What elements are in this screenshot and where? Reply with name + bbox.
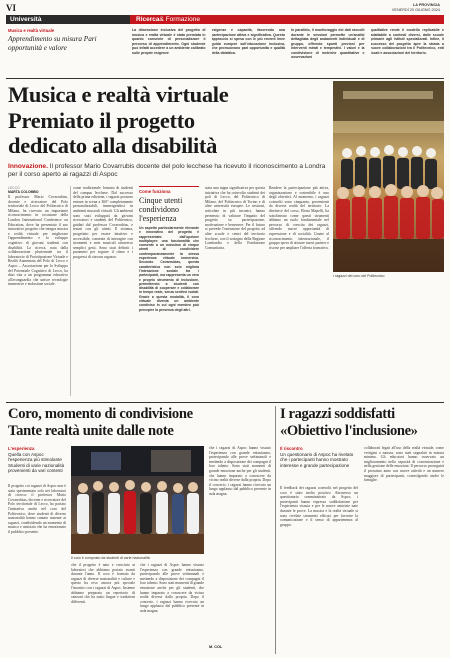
rule-middle bbox=[6, 402, 444, 403]
main-headline-line1: Musica e realtà virtuale bbox=[8, 82, 229, 107]
main-lead bbox=[8, 163, 328, 180]
box-kicker: Come funziona bbox=[139, 189, 171, 194]
performance-photo bbox=[71, 446, 204, 554]
choir-photo-art bbox=[333, 81, 444, 272]
sidebar-kicker: Musica e realtà virtuale bbox=[8, 28, 55, 33]
bottom-right-sub bbox=[280, 446, 358, 468]
bottom-right-sub-kicker: Il riscontro bbox=[280, 446, 303, 451]
page-date: VENERDÌ 20 GIUGNO 2024 bbox=[391, 7, 440, 12]
main-headline bbox=[8, 82, 328, 159]
section-tab-universita bbox=[6, 15, 130, 24]
column-divider bbox=[70, 186, 71, 396]
main-column-3: stata una tappa significativa per questa iniziativa che ha coinvolto studenti dei poli di Lecco, del Politecnico di Milano, del Politecnico di Torino e di altre università europee. Le sessioni, articolate in più incontri, hanno permesso di valutare l'impatto del progetto su partecipazione, motivazione e benessere. Per il futuro si prevede l'estensione del progetto ad altre scuole e centri del territorio lecchese, con il sostegno della Regione Lombardia e della Fondazione Comunitaria. bbox=[205, 186, 265, 250]
main-headline-line2: Premiato il progetto bbox=[8, 107, 195, 133]
bottom-right-headline-line1: I ragazzi soddisfatti bbox=[280, 406, 395, 422]
main-headline-line3: dedicato alla disabilità bbox=[8, 133, 218, 158]
box-text: Un aspetto particolarmente rilevante e innovativo del progetto è rappresentato dall'opzione multiplayer: una funzionalità che consente a un massimo di cinque utenti di condividere contemporaneamente la stessa esperienza virtuale immersiva. Secondo Covarrubias, questa caratteristica non solo migliora l'interazione sociale tra i partecipanti, ma rappresenta un vero e proprio strumento di inclusione, permettendo a studenti con disabilità di cooperare e collaborare in tempo reale, senza sentirsi isolati. Grazie a questa modalità, il coro virtuale diventa un ambiente condiviso in cui ogni membro può percepire la presenza degli altri. bbox=[139, 226, 199, 312]
byline bbox=[8, 186, 68, 194]
bottom-left-headline bbox=[8, 406, 270, 440]
byline-place: LECCO bbox=[8, 186, 20, 190]
page-number: VI bbox=[6, 3, 17, 13]
masthead-title: LA PROVINCIA bbox=[412, 3, 440, 7]
bottom-left-sub-text: Quella con Aspoc l'esperienza più stimolante Studenti di varie nazionalità provenienti da vari contesti bbox=[8, 452, 65, 474]
rule-top bbox=[6, 78, 444, 79]
main-column-1: Il professor Mario Covarrubias, docente e ricercatore del Polo territoriale di Lecco del Politecnico di Milano, ha ricevuto un importante riconoscimento in occasione della London International Conference on Education, dove ha presentato il suo innovativo progetto che integra musica e realtà virtuale per migliorare l'apprendimento e lo sviluppo cognitivo di giovani studenti con disabilità. La ricerca, nata dalla collaborazione pluriennale tra il laboratorio di Prototipazione Virtuale e Realtà Aumentata del Polo di Lecco e Aspoc – Associazione per lo Sviluppo del Potenziale Cognitivo di Lecco, ha dato vita a un programma educativo all'avanguardia che unisce tecnologie immersive e inclusione sociale. bbox=[8, 195, 68, 287]
choir-photo bbox=[333, 81, 444, 272]
bottom-left-headline-line1: Coro, momento di condivisione bbox=[8, 406, 193, 422]
top-column-2: esigenze e capacità, favorendo una partecipazione attiva e significativa. Questo approccio si spesa con le più recenti linee guida europee sull'educazione inclusiva, che promuovono pari opportunità e qualità della didattica. bbox=[211, 28, 285, 55]
sidebar-title: Apprendimento su misura Pari opportunità e valore bbox=[8, 35, 97, 52]
bottom-left-headline-line2: Tante realtà unite dalle note bbox=[8, 423, 174, 439]
top-columns bbox=[132, 28, 444, 73]
bottom-right-headline-line2: «Obiettivo l'inclusione» bbox=[280, 423, 418, 439]
sidebar-top bbox=[8, 28, 126, 52]
choir-photo-caption: I ragazzi del coro del Politecnico bbox=[333, 274, 385, 278]
bottom-left-column-4: che i ragazzi di Aspoc hanno vissuto l'esperienza con grande entusiasmo, partecipando alle prove settimanali e mettendo a disposizione dei compagni il loro talento. Sono stati momenti di grande emozione anche per gli studenti, che hanno imparato a conoscere da vicino realtà diverse dalla propria. Dopo il concerto, i ragazzi hanno ricevuto un lungo applauso dal pubblico presente in aula magna. bbox=[209, 446, 271, 496]
section-tab-ricerca bbox=[130, 15, 444, 24]
bottom-right-sub-text: Un questionario di Aspoc ha rivelato che i partecipanti hanno mostrato interesse e grande partecipazione bbox=[280, 452, 354, 468]
section-label: Università bbox=[10, 16, 42, 23]
top-column-1: La dimensione inclusiva del progetto di musica e realtà virtuale è stata premiata in quanto consente di personalizzare il percorso di apprendimento. Ogni studente può infatti accedere a un ambiente calibrato sulle proprie esigenze bbox=[132, 28, 206, 55]
main-column-4: Rendere la partecipazione più attiva, organizzazione e sostenibile è uno degli obiettivi. Al momento, i ragazzi coinvolti sono cinquanta, provenienti da diverse realtà del territorio. La direttrice del corso, Elena Mapelli, ha sottolineato come questi strumenti abbiano un ruolo fondamentale nel percorso di crescita dei ragazzi, offrendo nuove opportunità di espressione e di socialità. Grazie al riconoscimento internazionale, il gruppo spera di attrarre nuovi partner e risorse per ampliare l'offerta formativa. bbox=[269, 186, 329, 250]
bottom-right-headline bbox=[280, 406, 446, 440]
bottom-right-column-1: Il feedback dei ragazzi coinvolti nel progetto del coro è stato molto positivo. Attraverso un questionario somministrato da Aspoc, i partecipanti hanno espresso soddisfazione per l'esperienza vissuta e per le nuove amicizie nate durante le prove. La musica e la realtà virtuale si sono rivelate strumenti efficaci per favorire la comunicazione e il senso di appartenenza al gruppo. bbox=[280, 486, 358, 527]
bottom-left-column-2: che il progetto è nato e cresciuto ai laboratori che abbiamo portato avanti durante l'anno. Il coro è formato da ragazzi di diverse nazionalità e culture e questo ha reso ancora più speciale l'incontro con i ragazzi di Aspoc. Insieme abbiamo preparato un repertorio di canzoni che ha unito lingue e tradizioni differenti. bbox=[71, 563, 135, 604]
main-column-2: come tradizionale formato di studenti del campus lecchese. Dal successo della prima edizione, i ragazzi possono entrare in scena a 360° completamente personalizzabili, immergendosi in ambienti musicali virtuali. Gli ambienti sono stati sviluppati da giovani ricercatori e studenti del Politecnico, guidati dal professor Covarrubias, e testati con gli utenti. Il sistema, progettato per essere intuitivo e accessibile, consente di interagire con strumenti e note musicali attraverso semplici gesti. Sono stati definiti i parametri per seguire il ritmo e i progressi di ciascun ragazzo. bbox=[73, 186, 133, 259]
bottom-right-column-2: collaborati legati all'uso della realtà virtuale, come vertigini o nausea, sono stati segnalati in misura minima. Gli educatori hanno osservato un miglioramento nella capacità di concentrazione e nella gestione delle emozioni. Il percorso proseguirà il prossimo anno con nuove attività e un numero maggiore di partecipanti, coinvolgendo anche le famiglie. bbox=[364, 446, 444, 483]
performance-photo-caption: Il coro è composto da studenti di varie nazionalità bbox=[71, 556, 150, 560]
bottom-left-column-3: che i ragazzi di Aspoc hanno vissuto l'esperienza con grande entusiasmo, partecipando alle prove settimanali e mettendo a disposizione dei compagni il loro talento. Sono stati momenti di grande emozione anche per gli studenti, che hanno imparato a conoscere da vicino realtà diverse dalla propria. Dopo il concerto, i ragazzi hanno ricevuto un lungo applauso dal pubblico presente in aula magna. bbox=[140, 563, 204, 613]
top-column-3: In parallelo, il monitoraggio dei dati raccolti durante le sessioni permette un'analisi dettagliata degli andamenti individuali e di gruppo, offrendo spunti preziosi per interventi mirati e tempestivi. I valori e la condivisione di metriche quantitative e osservazioni bbox=[291, 28, 365, 59]
info-box bbox=[139, 186, 199, 396]
byline-author: MARTA COLOMBO bbox=[8, 190, 39, 195]
lead-text: Il professor Mario Covarrubis docente del polo lecchese ha ricevuto il riconoscimento a Londra per il corso aperto ai ragazzi di Aspoc bbox=[8, 163, 326, 179]
bottom-left-sub bbox=[8, 446, 66, 474]
section-bar bbox=[6, 15, 444, 24]
top-column-4: qualitative rende il modello replicabile e adattabile a contesti diversi, dalle scuole primarie agli istituti specializzati. Infine, il successo del progetto apre la strada a nuove collaborazioni tra il Politecnico, enti locali e associazioni del territorio. bbox=[370, 28, 444, 55]
masthead bbox=[392, 3, 440, 12]
bottom-left-sub-kicker: L'esperienza bbox=[8, 446, 35, 451]
subsection-label-b: & Formazione bbox=[159, 16, 200, 23]
bottom-left-column-1: Il progetto coi ragazzi di Aspoc non è stato sperimentato solo nei laboratori di ricerca: il professor Mario Covarrubias, docente e ricercatore del Polo territoriale di Lecco, ha portato l'iniziativa anche nel coro del Politecnico, dove studenti di diverse nazionalità hanno cantato insieme ai ragazzi, condividendo un momento di musica e amicizia che ha emozionato il pubblico presente. bbox=[8, 484, 66, 534]
lead-kicker: Innovazione. bbox=[8, 163, 48, 170]
performance-photo-art bbox=[71, 446, 204, 554]
subsection-label-a: Ricerca bbox=[136, 16, 160, 23]
bottom-divider bbox=[275, 406, 276, 654]
box-title: Cinque utenti condividono l'esperienza bbox=[139, 196, 183, 223]
bottom-left-author: M. COL bbox=[209, 645, 223, 649]
